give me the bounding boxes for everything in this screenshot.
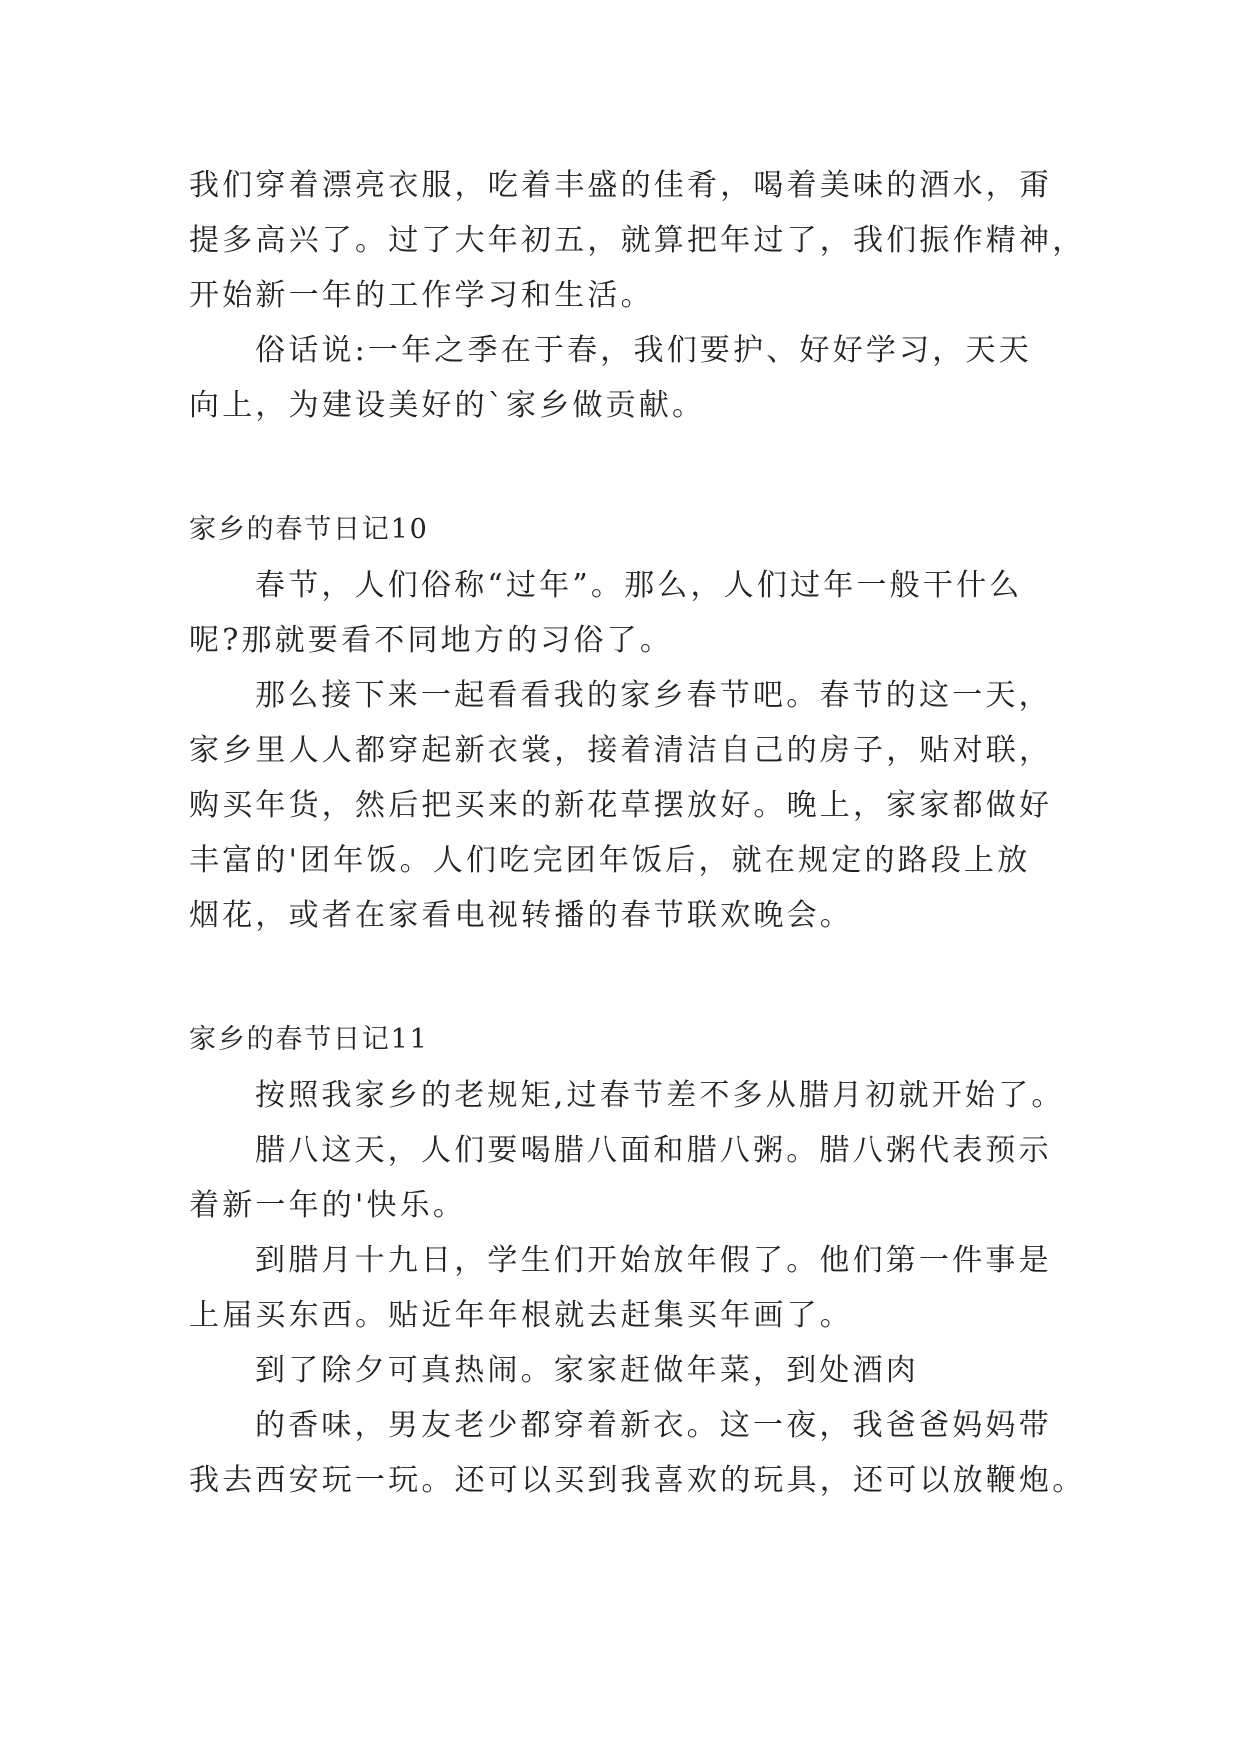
section-heading: 家乡的春节日记11 (189, 1024, 429, 1055)
paragraph-line: 到了除夕可真热闹。家家赶做年菜，到处酒肉 (255, 1353, 919, 1388)
paragraph-line: 我们穿着漂亮衣服，吃着丰盛的佳肴，喝着美味的酒水，甭 (189, 168, 1053, 203)
section-heading: 家乡的春节日记10 (189, 514, 429, 545)
paragraph-line: 丰富的'团年饭。人们吃完团年饭后，就在规定的路段上放 (189, 843, 1031, 878)
paragraph-line: 家乡里人人都穿起新衣裳，接着清洁自己的房子，贴对联， (189, 733, 1053, 768)
paragraph-line: 着新一年的'快乐。 (189, 1188, 467, 1223)
paragraph-line: 的香味，男友老少都穿着新衣。这一夜，我爸爸妈妈带 (255, 1408, 1052, 1443)
paragraph-line: 提多高兴了。过了大年初五，就算把年过了，我们振作精神， (189, 223, 1086, 258)
paragraph-line: 俗话说:一年之季在于春，我们要护、好好学习，天天 (255, 333, 1032, 368)
paragraph-line: 到腊月十九日，学生们开始放年假了。他们第一件事是 (255, 1243, 1052, 1278)
paragraph-line: 上届买东西。贴近年年根就去赶集买年画了。 (189, 1298, 853, 1333)
paragraph-line: 春节，人们俗称“过年”。那么，人们过年一般干什么 (255, 568, 1023, 603)
paragraph-line: 开始新一年的工作学习和生活。 (189, 278, 654, 313)
paragraph-line: 呢?那就要看不同地方的习俗了。 (189, 623, 674, 658)
paragraph-line: 腊八这天，人们要喝腊八面和腊八粥。腊八粥代表预示 (255, 1133, 1052, 1168)
paragraph-line: 我去西安玩一玩。还可以买到我喜欢的玩具，还可以放鞭炮。 (189, 1463, 1086, 1498)
paragraph-line: 那么接下来一起看看我的家乡春节吧。春节的这一天， (255, 678, 1052, 713)
paragraph-line: 向上，为建设美好的`家乡做贡献。 (189, 388, 706, 423)
paragraph-line: 按照我家乡的老规矩,过春节差不多从腊月初就开始了。 (255, 1078, 1065, 1113)
paragraph-line: 烟花，或者在家看电视转播的春节联欢晚会。 (189, 898, 853, 933)
paragraph-line: 购买年货，然后把买来的新花草摆放好。晚上，家家都做好 (189, 788, 1053, 823)
